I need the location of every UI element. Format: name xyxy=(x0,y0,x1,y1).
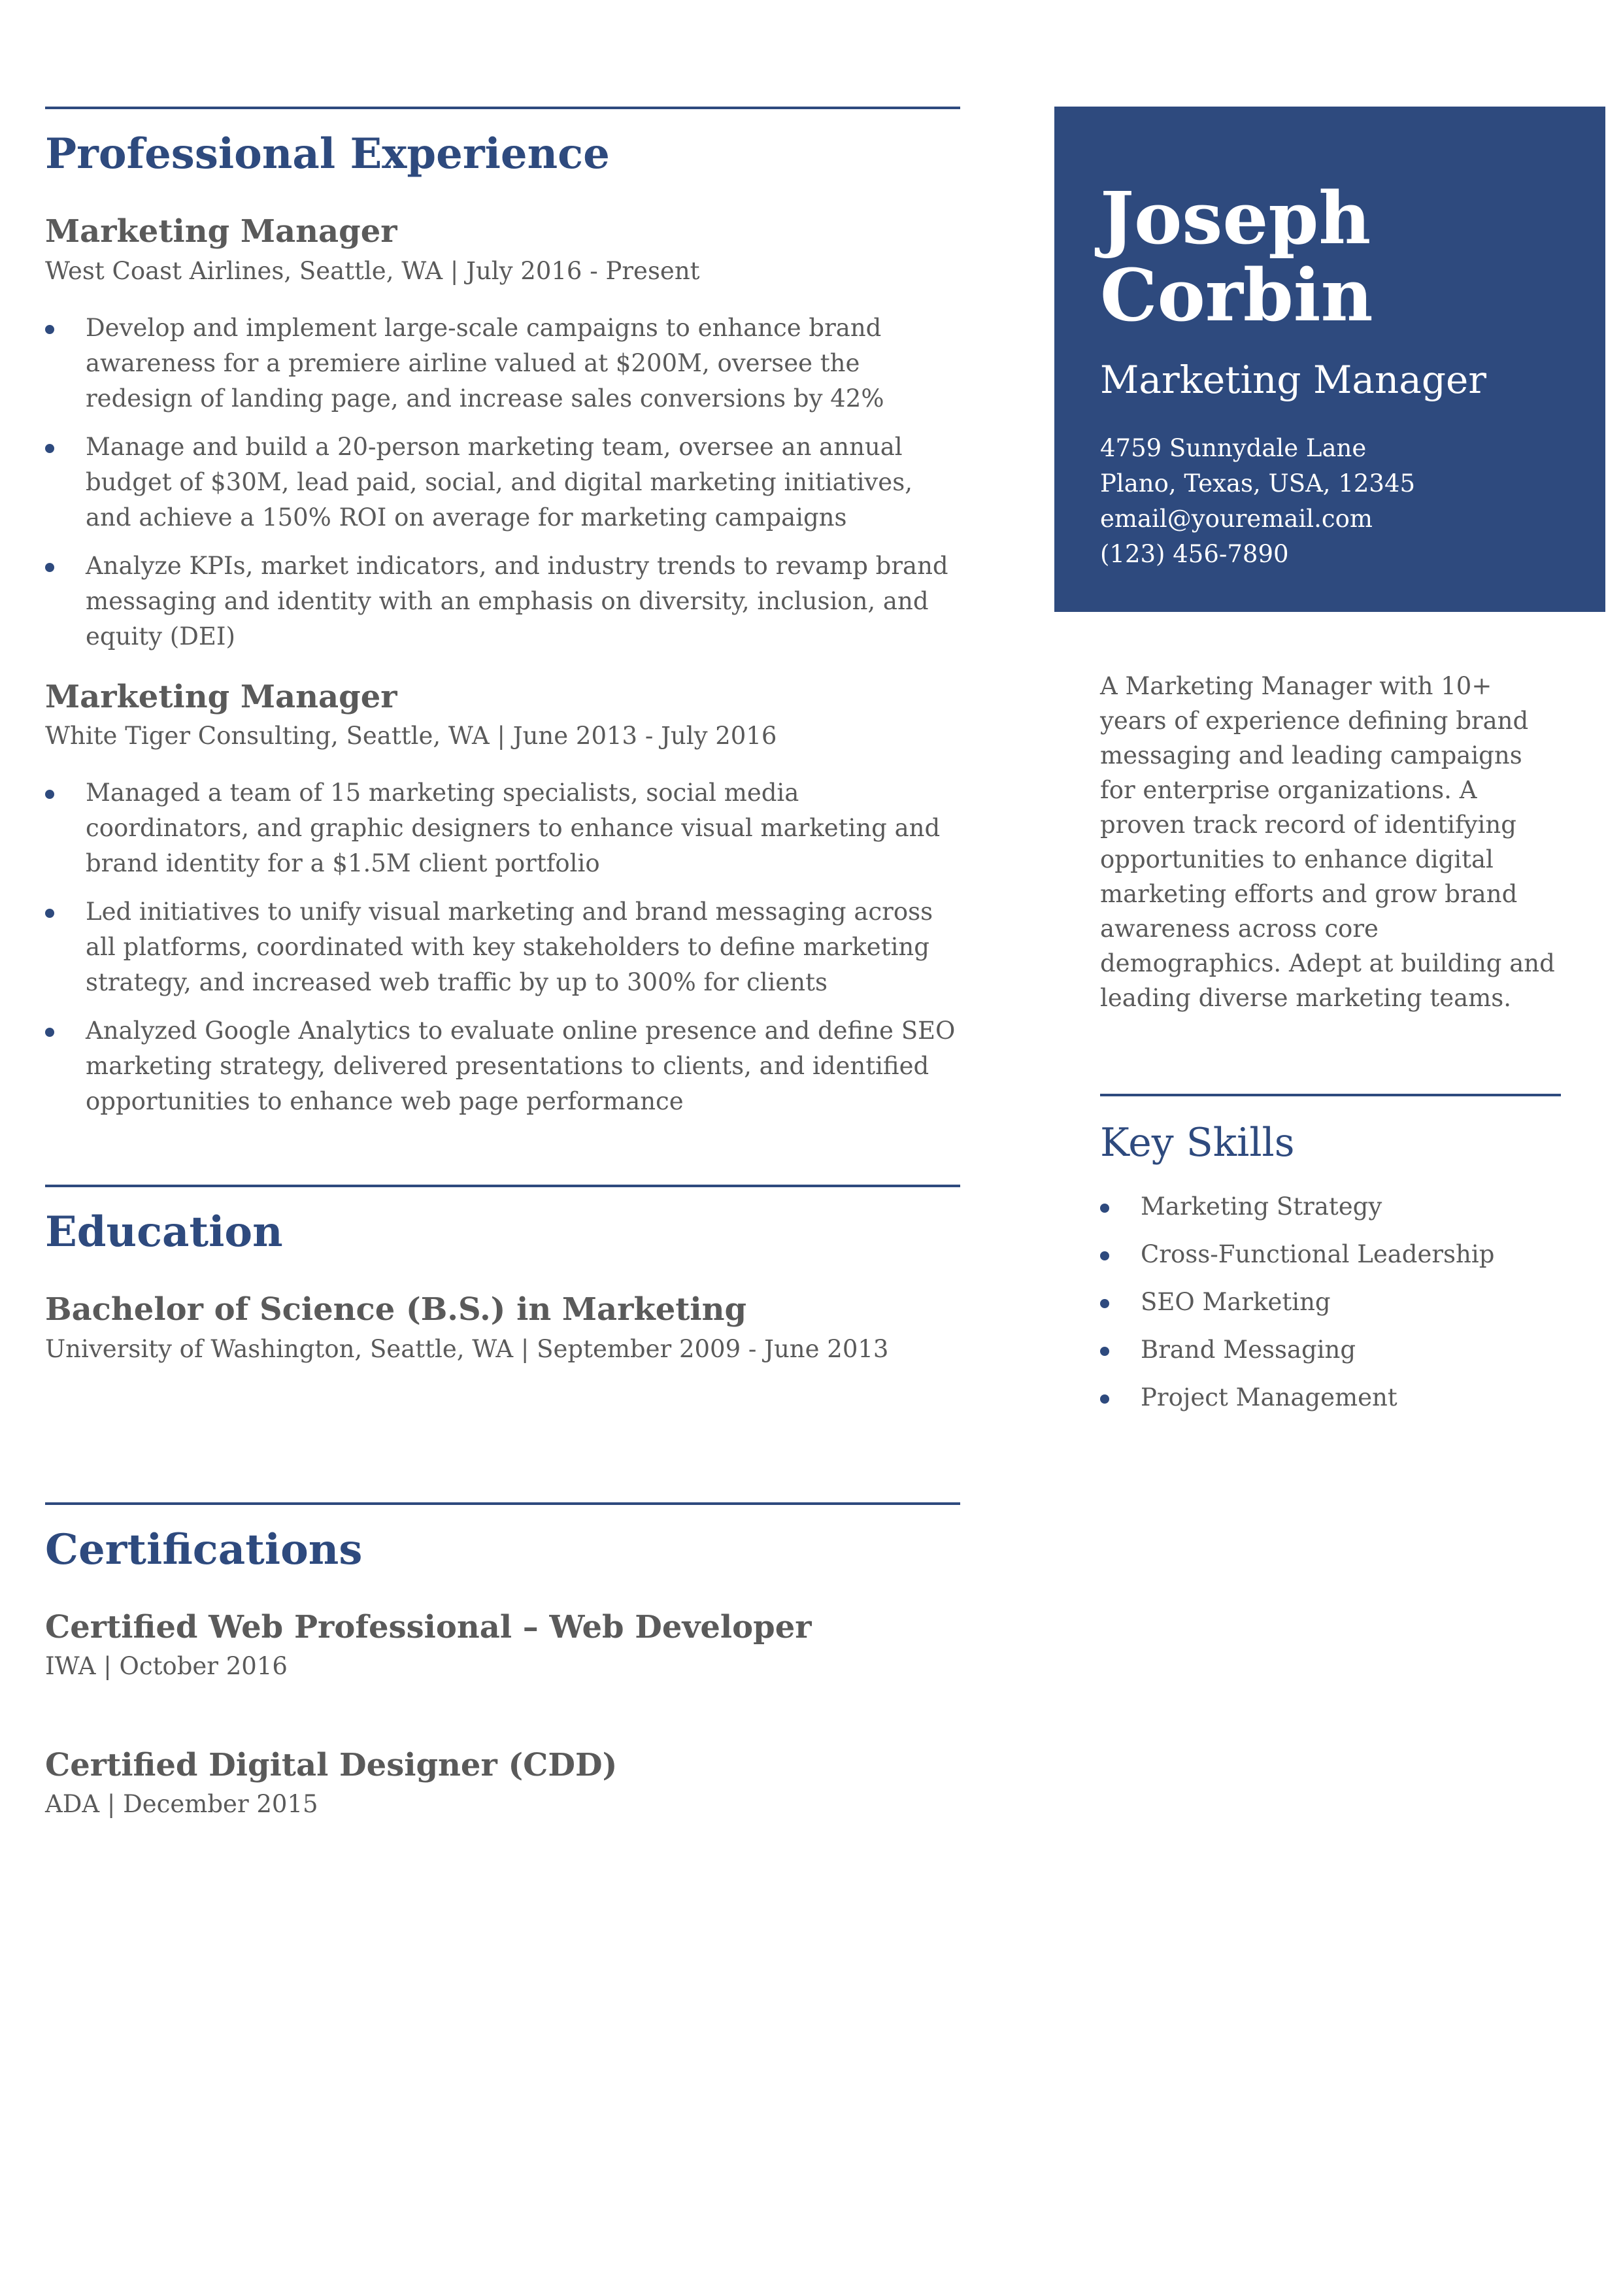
skills-heading: Key Skills xyxy=(1100,1120,1295,1166)
job-entry xyxy=(45,679,960,1119)
address-line-2: Plano, Texas, USA, 12345 xyxy=(1100,469,1416,498)
skill-text: Brand Messaging xyxy=(1141,1336,1356,1364)
certifications-section xyxy=(45,1502,960,1821)
skill-item xyxy=(1100,1286,1561,1319)
skill-item xyxy=(1100,1334,1561,1366)
header-box xyxy=(1054,107,1605,612)
skills-section xyxy=(1100,1094,1561,1414)
skill-item xyxy=(1100,1238,1561,1271)
bullet-dot-icon xyxy=(1100,1299,1109,1308)
bullet-dot-icon xyxy=(1100,1204,1109,1213)
skill-item xyxy=(1100,1381,1561,1414)
bullet-dot-icon xyxy=(45,909,54,918)
experience-heading: Professional Experience xyxy=(45,129,610,178)
bullet-dot-icon xyxy=(45,444,54,453)
main-column xyxy=(45,107,960,1821)
certifications-heading: Certifications xyxy=(45,1525,363,1574)
bullet-dot-icon xyxy=(45,790,54,799)
bullet-item xyxy=(45,1013,960,1119)
education-heading: Education xyxy=(45,1207,283,1257)
bullet-item xyxy=(45,894,960,1000)
skill-text: SEO Marketing xyxy=(1141,1288,1331,1316)
candidate-role: Marketing Manager xyxy=(1100,358,1487,402)
bullet-item xyxy=(45,311,960,416)
name-first: Joseph xyxy=(1100,176,1371,260)
bullet-dot-icon xyxy=(1100,1394,1109,1404)
education-meta: University of Washington, Seattle, WA | September 2009 - June 2013 xyxy=(45,1334,889,1363)
education-section xyxy=(45,1185,960,1365)
bullet-item xyxy=(45,430,960,535)
certification-meta: ADA | December 2015 xyxy=(45,1790,318,1819)
side-column xyxy=(1100,669,1561,1429)
email-address: email@youremail.com xyxy=(1100,504,1373,533)
bullet-dot-icon xyxy=(45,325,54,334)
education-entry xyxy=(45,1292,960,1364)
candidate-name xyxy=(1100,176,1560,337)
job-entry xyxy=(45,214,960,654)
certification-entry xyxy=(45,1610,960,1682)
bullet-text: Manage and build a 20-person marketing team, oversee an annual budget of $30M, lead paid, social, and digital marketing initiatives, and achieve a 150% ROI on average for marketing campaigns xyxy=(86,432,912,532)
certification-title: Certified Digital Designer (CDD) xyxy=(45,1747,618,1784)
degree-title: Bachelor of Science (B.S.) in Marketing xyxy=(45,1291,747,1328)
job-meta: White Tiger Consulting, Seattle, WA | June 2013 - July 2016 xyxy=(45,721,777,750)
certification-meta: IWA | October 2016 xyxy=(45,1652,288,1681)
experience-section xyxy=(45,107,960,1119)
contact-info xyxy=(1100,431,1560,572)
bullet-item xyxy=(45,775,960,881)
skill-item xyxy=(1100,1190,1561,1223)
skill-text: Cross-Functional Leadership xyxy=(1141,1240,1495,1268)
job-title: Marketing Manager xyxy=(45,213,397,250)
bullet-item xyxy=(45,549,960,654)
address-line-1: 4759 Sunnydale Lane xyxy=(1100,433,1367,462)
profile-summary: A Marketing Manager with 10+ years of experience defining brand messaging and leading campaigns for enterprise organizations. A proven track record of identifying opportunities to enhance digital marketing efforts and grow brand awareness across core demographics. Adept at building and leading diverse marketing teams. xyxy=(1100,672,1555,1012)
job-bullets xyxy=(45,311,960,654)
skill-text: Marketing Strategy xyxy=(1141,1192,1382,1221)
bullet-dot-icon xyxy=(45,563,54,572)
phone-number: (123) 456-7890 xyxy=(1100,539,1289,568)
bullet-dot-icon xyxy=(45,1028,54,1037)
bullet-text: Led initiatives to unify visual marketing and brand messaging across all platforms, coordinated with key stakeholders to define marketing strategy, and increased web traffic by up to 300% for clients xyxy=(86,897,933,996)
job-meta: West Coast Airlines, Seattle, WA | July 2016 - Present xyxy=(45,256,700,285)
bullet-dot-icon xyxy=(1100,1251,1109,1260)
bullet-text: Analyzed Google Analytics to evaluate online presence and define SEO marketing strategy, delivered presentations to clients, and identified opportunities to enhance web page performance xyxy=(86,1016,956,1115)
certification-title: Certified Web Professional – Web Developer xyxy=(45,1609,812,1646)
certification-entry xyxy=(45,1747,960,1820)
name-last: Corbin xyxy=(1100,253,1373,337)
job-title: Marketing Manager xyxy=(45,678,397,715)
bullet-text: Analyze KPIs, market indicators, and industry trends to revamp brand messaging and identity with an emphasis on diversity, inclusion, and equity (DEI) xyxy=(86,551,948,650)
bullet-text: Develop and implement large-scale campaigns to enhance brand awareness for a premiere airline valued at $200M, oversee the redesign of landing page, and increase sales conversions by 42% xyxy=(86,313,884,413)
skills-list xyxy=(1100,1190,1561,1414)
bullet-dot-icon xyxy=(1100,1347,1109,1356)
job-bullets xyxy=(45,775,960,1119)
bullet-text: Managed a team of 15 marketing specialists, social media coordinators, and graphic designers to enhance visual marketing and brand identity for a $1.5M client portfolio xyxy=(86,778,941,877)
skill-text: Project Management xyxy=(1141,1383,1397,1411)
